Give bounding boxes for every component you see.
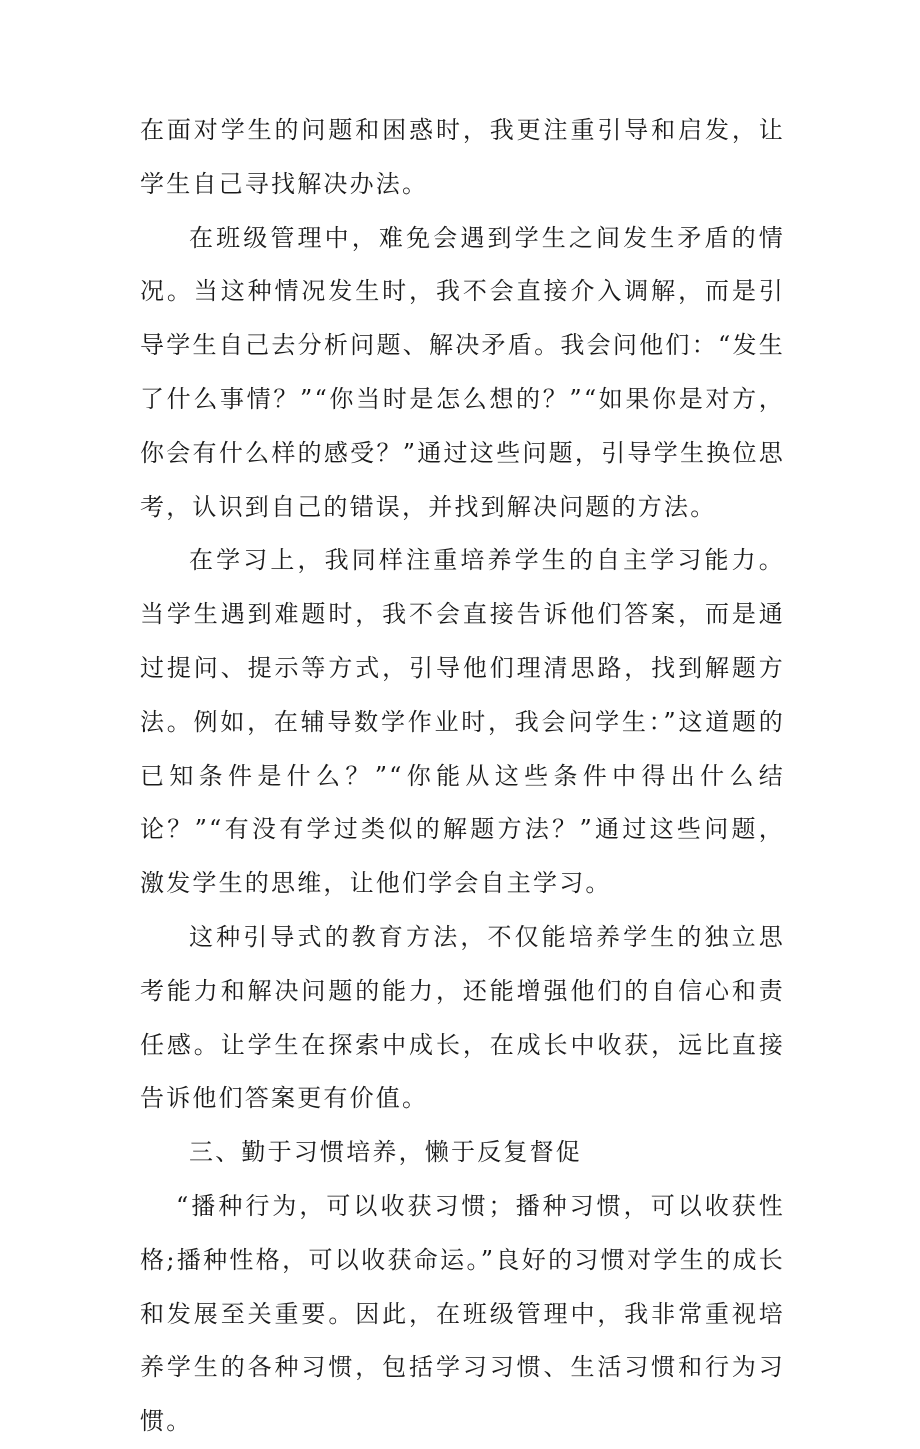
paragraph-guided-method: 这种引导式的教育方法，不仅能培养学生的独立思考能力和解决问题的能力，还能增强他们的自信心和责任感。让学生在探索中成长，在成长中收获，远比直接告诉他们答案更有价值。 bbox=[140, 922, 785, 1113]
paragraph-continuation: 在面对学生的问题和困惑时，我更注重引导和启发，让学生自己寻找解决办法。 bbox=[140, 116, 785, 198]
section-heading: 三、勤于习惯培养，懒于反复督促 bbox=[189, 1138, 582, 1167]
paragraph-class-conflict: 在班级管理中，难免会遇到学生之间发生矛盾的情况。当这种情况发生时，我不会直接介入调解，而是引导学生自己去分析问题、解决矛盾。我会问他们：“发生了什么事情？”“你当时是怎么想的？”“如果你是对方，你会有什么样的感受？”通过这些问题，引导学生换位思考，认识到自己的错误，并找到解决问题的方法。 bbox=[140, 223, 785, 521]
paragraph-habits: “播种行为，可以收获习惯；播种习惯，可以收获性格;播种性格，可以收获命运。”良好的习惯对学生的成长和发展至关重要。因此，在班级管理中，我非常重视培养学生的各种习惯，包括学习习惯、生活习惯和行为习惯。 bbox=[140, 1191, 785, 1436]
paragraph-learning: 在学习上，我同样注重培养学生的自主学习能力。当学生遇到难题时，我不会直接告诉他们答案，而是通过提问、提示等方式，引导他们理清思路，找到解题方法。例如，在辅导数学作业时，我会问学生：”这道题的已知条件是什么？”“你能从这些条件中得出什么结论？”“有没有学过类似的解题方法？”通过这些问题，激发学生的思维，让他们学会自主学习。 bbox=[140, 546, 785, 898]
document-body bbox=[140, 104, 785, 1449]
